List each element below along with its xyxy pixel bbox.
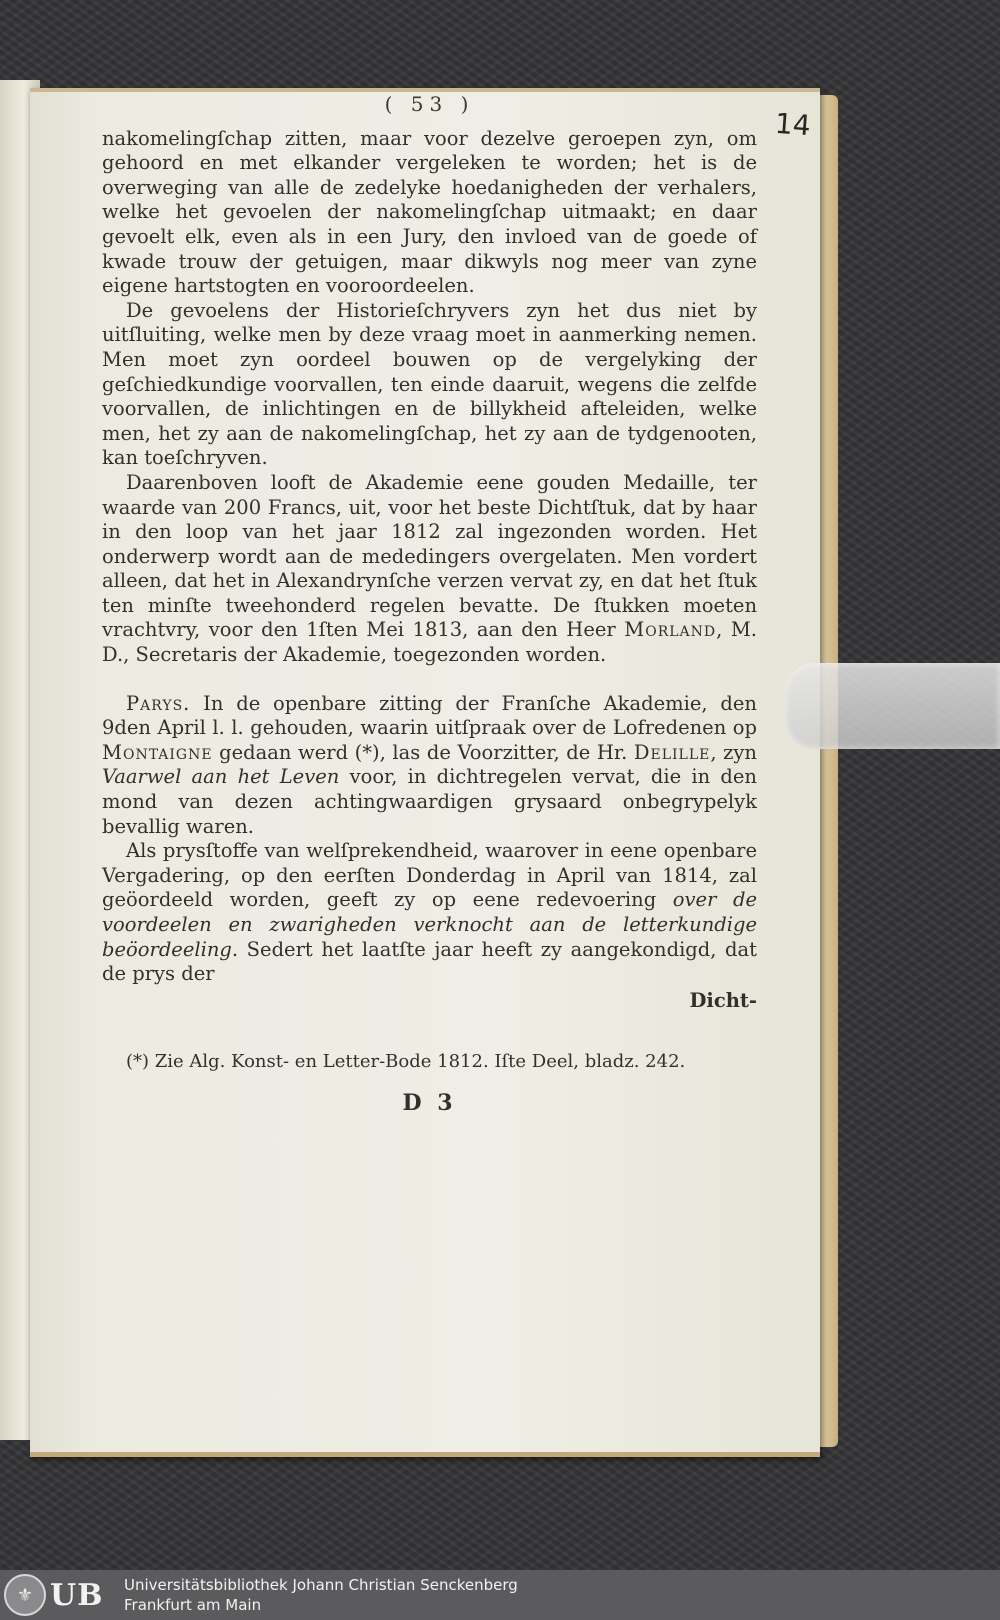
institution-line-2: Frankfurt am Main — [124, 1596, 262, 1614]
institution-line-1: Universitätsbibliothek Johann Christian Senckenberg — [124, 1576, 518, 1594]
paragraph-4-part-d: voor, in dichtregelen vervat, die in den mond van dezen achtingwaardigen grysaard onbegrypelyk bevallig waren. — [102, 765, 757, 838]
library-logo[interactable] — [4, 1574, 116, 1616]
plastic-page-clip — [785, 663, 1000, 749]
paragraph-4 — [102, 692, 757, 840]
paragraph-4-part-c: , zyn — [710, 740, 757, 764]
page-text-block — [102, 92, 757, 1116]
paragraph-3 — [102, 471, 757, 668]
paragraph-5 — [102, 839, 757, 987]
name-montaigne: Montaigne — [102, 740, 213, 764]
paragraph-3-tail: , M. D., Secretaris der Akademie, toegezonden worden. — [102, 618, 758, 667]
paragraph-5-part-a: Als prysſtoffe van welſprekendheid, waarover in eene openbare Vergadering, op den eerſten Donderdag in April van 1814, zal geöordeeld worden, geeft zy op eene redevoering — [102, 839, 757, 912]
poem-title: Vaarwel aan het Leven — [102, 765, 340, 789]
handwritten-folio-number: 14 — [773, 106, 812, 143]
paragraph-3-text: Daarenboven looft de Akademie eene gouden Medaille, ter waarde van 200 Francs, uit, voor het beste Dichtſtuk, dat by haar in den loop van het jaar 1812 zal ingezonden worden. Het onderwerp wordt aan de mededingers overgelaten. Men vordert alleen, dat het in Alexandrynſche verzen vervat zy, en dat het ſtuk ten minſte tweehonderd regelen bevatte. De ſtukken moeten vrachtvry, voor den 1ſten Mei 1813, aan den Heer — [102, 470, 757, 642]
library-footer-bar — [0, 1570, 1000, 1620]
footnote: (*) Zie Alg. Konst- en Letter-Bode 1812. Iſte Deel, bladz. 242. — [126, 1051, 686, 1073]
place-heading: Parys. — [126, 691, 191, 715]
prize-subject: over de voordeelen en zwarigheden verknocht aan de letterkundige beöordeeling — [102, 888, 757, 961]
paragraph-4-part-a: In de openbare zitting der Franſche Akademie, den 9den April l. l. gehouden, waarin uitſpraak over de Lofredenen op — [102, 691, 757, 740]
name-morland: Morland — [624, 618, 717, 642]
running-head: ( 53 ) — [384, 92, 475, 116]
logo-text: UB — [50, 1577, 104, 1613]
signature-mark: D 3 — [402, 1090, 457, 1117]
paragraph-4-part-b: gedaan werd (*), las de Voorzitter, de Hr. — [212, 740, 634, 764]
seal-icon: ⚜ — [4, 1574, 46, 1616]
institution-name — [124, 1575, 518, 1615]
catchword: Dicht- — [689, 988, 757, 1012]
name-delille: Delille — [633, 740, 711, 764]
paragraph-1: nakomelingſchap zitten, maar voor dezelve geroepen zyn, om gehoord en met elkander vergeleken te worden; het is de overweging van alle de zedelyke hoedanigheden der verhalers, welke het gevoelen der nakomelingſchap uitmaakt; en daar gevoelt elk, even als in een Jury, den invloed van de goede of kwade trouw der getuigen, maar dikwyls nog meer van zyne eigene hartstogten en vooroordeelen. — [102, 126, 757, 298]
paragraph-5-part-b: . Sedert het laatſte jaar heeft zy aangekondigd, dat de prys der — [102, 937, 757, 986]
paragraph-2: De gevoelens der Historieſchryvers zyn het dus niet by uitſluiting, welke men by deze vraag moet in aanmerking nemen. Men moet zyn oordeel bouwen op de vergelyking der geſchiedkundige voorvallen, ten einde daaruit, wegens die zelfde voorvallen, de inlichtingen en de billykheid afteleiden, welke men, het zy aan de nakomelingſchap, het zy aan de tydgenooten, kan toeſchryven. — [102, 298, 757, 470]
